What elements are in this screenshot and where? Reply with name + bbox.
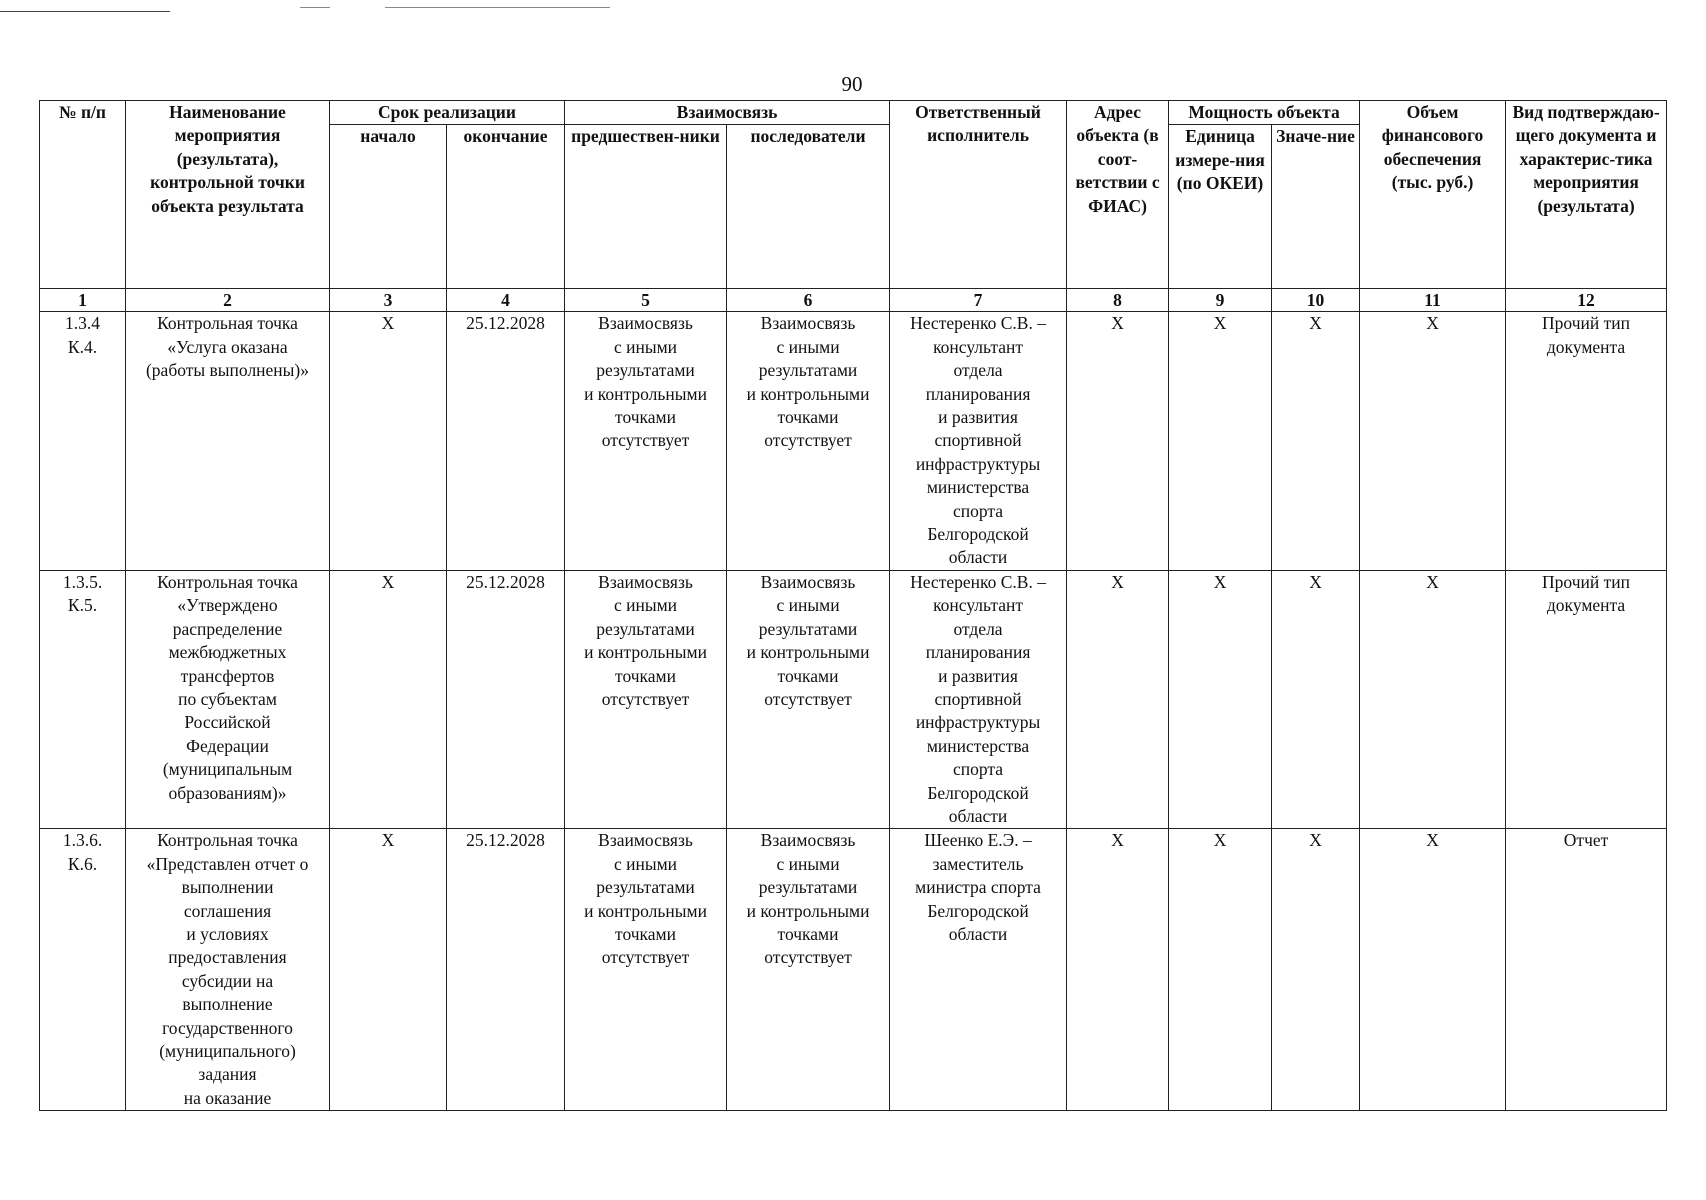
cell-text-line: спортивной [934, 688, 1022, 709]
cell-text-line: Нестеренко С.В. – [910, 571, 1046, 592]
cell-text-line: отсутствует [764, 688, 852, 709]
unit-cell: X [1169, 570, 1272, 828]
document-type-cell [1506, 312, 1667, 570]
cell-text-line: Российской [184, 712, 271, 733]
cell-text-line: результатами [596, 360, 695, 381]
cell-text-line: «Утверждено [177, 595, 278, 616]
header-row-top [40, 101, 1667, 125]
successors-cell [727, 570, 890, 828]
value-cell: X [1272, 829, 1360, 1111]
column-number: 8 [1067, 289, 1169, 312]
header-document: Вид подтверждаю-щего документа и характерис-тика мероприятия (результата) [1506, 101, 1667, 289]
cell-text-line: консультант [933, 336, 1023, 357]
column-number: 5 [565, 289, 727, 312]
column-number: 3 [330, 289, 447, 312]
scan-artifact-line [385, 7, 610, 8]
cell-text-line: К.5. [67, 595, 98, 616]
cell-text-line: с иными [613, 336, 678, 357]
cell-text-line: Взаимосвязь [598, 313, 693, 334]
column-number: 6 [727, 289, 890, 312]
cell-text-line: К.4. [67, 336, 98, 357]
cell-text-line: с иными [776, 336, 840, 357]
cell-text-line: точками [777, 665, 839, 686]
cell-text-line: заместитель [932, 853, 1024, 874]
cell-text-line: Белгородской [927, 900, 1029, 921]
cell-text-line: на оказание [183, 1087, 272, 1108]
header-value: Значе-ние [1272, 125, 1360, 289]
column-number: 7 [890, 289, 1067, 312]
cell-text-line: по субъектам [178, 688, 277, 709]
cell-text-line: и контрольными [584, 900, 707, 921]
cell-text-line: (муниципальным [162, 759, 293, 780]
cell-text-line: с иными [776, 595, 840, 616]
cell-text-line: отсутствует [601, 947, 690, 968]
cell-text-line: спорта [953, 500, 1004, 521]
cell-text-line: результатами [758, 618, 858, 639]
column-number-row [40, 289, 1667, 312]
document-type-cell [1506, 829, 1667, 1111]
table-body [40, 312, 1667, 1111]
cell-text-line: результатами [758, 360, 858, 381]
cell-text-line: Контрольная точка [157, 830, 298, 851]
cell-text-line: и контрольными [746, 900, 870, 921]
cell-text-line: спортивной [934, 430, 1022, 451]
successors-cell [727, 312, 890, 570]
end-date-cell: 25.12.2028 [447, 312, 565, 570]
cell-text-line: (муниципального) [159, 1041, 296, 1061]
cell-text-line: точками [615, 665, 676, 686]
cell-text-line: отсутствует [764, 947, 852, 968]
start-date-cell: X [330, 312, 447, 570]
cell-text-line: области [948, 805, 1008, 826]
cell-text-line: государственного [162, 1017, 293, 1038]
cell-text-line: отсутствует [601, 430, 690, 451]
cell-text-line: Контрольная точка [157, 571, 298, 592]
responsible-cell [890, 570, 1067, 828]
header-predecessors: предшествен-ники [565, 125, 727, 289]
cell-text-line: планирования [925, 642, 1031, 663]
cell-text-line: субсидии на [181, 970, 274, 991]
cell-text-line: Белгородской [927, 782, 1029, 803]
cell-text-line: «Представлен отчет о [146, 853, 309, 874]
cell-text-line: Взаимосвязь [598, 830, 693, 851]
header-name: Наименование мероприятия (результата), контрольной точки объекта результата [126, 101, 330, 289]
cell-text-line: с иными [776, 853, 840, 874]
event-name-cell [126, 570, 330, 828]
start-date-cell: X [330, 570, 447, 828]
end-date-cell: 25.12.2028 [447, 829, 565, 1111]
cell-text-line: соглашения [183, 900, 272, 921]
successors-cell [727, 829, 890, 1111]
cell-text-line: задания [198, 1064, 257, 1085]
finance-cell: X [1360, 570, 1506, 828]
cell-text-line: и контрольными [746, 383, 870, 404]
document-type-cell [1506, 570, 1667, 828]
address-cell: X [1067, 312, 1169, 570]
cell-text-line: Прочий тип [1542, 313, 1631, 334]
cell-text-line: Шеенко Е.Э. – [924, 830, 1032, 851]
page-number: 90 [841, 72, 863, 96]
header-start: начало [330, 125, 447, 289]
unit-cell: X [1169, 312, 1272, 570]
finance-cell: X [1360, 312, 1506, 570]
predecessors-cell [565, 312, 727, 570]
cell-text-line: министра спорта [915, 877, 1041, 898]
table-row [40, 312, 1667, 570]
event-name-cell [126, 312, 330, 570]
row-number-cell [40, 312, 126, 570]
header-finance: Объем финансового обеспечения (тыс. руб.) [1360, 101, 1506, 289]
cell-text-line: 1.3.4 [65, 313, 100, 334]
cell-text-line: с иными [613, 853, 678, 874]
cell-text-line: (работы выполнены)» [145, 360, 310, 381]
cell-text-line: распределение [172, 618, 283, 639]
cell-text-line: межбюджетных [168, 642, 287, 663]
header-responsible: Ответственный исполнитель [890, 101, 1067, 289]
cell-text-line: и условиях [186, 923, 269, 944]
column-number: 10 [1272, 289, 1360, 312]
cell-text-line: отсутствует [764, 430, 852, 451]
cell-text-line: спорта [953, 759, 1004, 780]
cell-text-line: «Услуга оказана [167, 336, 288, 357]
header-num: № п/п [40, 101, 126, 289]
cell-text-line: отдела [953, 360, 1003, 381]
cell-text-line: инфраструктуры [915, 453, 1041, 474]
cell-text-line: 1.3.5. [62, 571, 103, 592]
value-cell: X [1272, 312, 1360, 570]
start-date-cell: X [330, 829, 447, 1111]
column-number: 12 [1506, 289, 1667, 312]
scan-artifact-line [0, 11, 170, 12]
table-row [40, 829, 1667, 1111]
cell-text-line: Взаимосвязь [760, 313, 856, 334]
cell-text-line: документа [1546, 336, 1626, 357]
cell-text-line: консультант [933, 595, 1023, 616]
cell-text-line: точками [615, 923, 676, 944]
cell-text-line: области [948, 923, 1008, 944]
cell-text-line: Белгородской [927, 524, 1029, 545]
predecessors-cell [565, 829, 727, 1111]
cell-text-line: точками [777, 407, 839, 428]
cell-text-line: результатами [596, 618, 695, 639]
cell-text-line: документа [1546, 595, 1626, 616]
column-number: 9 [1169, 289, 1272, 312]
address-cell: X [1067, 829, 1169, 1111]
cell-text-line: Отчет [1563, 830, 1609, 851]
value-cell: X [1272, 570, 1360, 828]
cell-text-line: Взаимосвязь [760, 571, 856, 592]
cell-text-line: инфраструктуры [915, 712, 1041, 733]
row-number-cell [40, 829, 126, 1111]
header-end: окончание [447, 125, 565, 289]
cell-text-line: министерства [926, 735, 1030, 756]
responsible-cell [890, 312, 1067, 570]
end-date-cell: 25.12.2028 [447, 570, 565, 828]
header-successors: последователи [727, 125, 890, 289]
cell-text-line: и контрольными [584, 383, 707, 404]
header-address: Адрес объекта (в соот-ветствии с ФИАС) [1067, 101, 1169, 289]
cell-text-line: отдела [953, 618, 1003, 639]
header-group-vzaimosvyaz: Взаимосвязь [565, 101, 890, 125]
cell-text-line: и контрольными [746, 642, 870, 663]
cell-text-line: отсутствует [601, 688, 690, 709]
cell-text-line: Прочий тип [1542, 571, 1631, 592]
cell-text-line: Контрольная точка [157, 313, 298, 334]
cell-text-line: образованиям)» [168, 782, 287, 803]
column-number: 2 [126, 289, 330, 312]
column-number: 1 [40, 289, 126, 312]
cell-text-line: трансфертов [180, 665, 275, 686]
cell-text-line: предоставления [168, 947, 287, 968]
address-cell: X [1067, 570, 1169, 828]
scan-artifact-line [300, 7, 330, 8]
cell-text-line: Федерации [186, 735, 269, 756]
cell-text-line: с иными [613, 595, 678, 616]
cell-text-line: выполнение [182, 994, 273, 1015]
cell-text-line: и развития [938, 407, 1018, 428]
cell-text-line: 1.3.6. [62, 830, 103, 851]
cell-text-line: точками [777, 923, 839, 944]
cell-text-line: планирования [925, 383, 1031, 404]
finance-cell: X [1360, 829, 1506, 1111]
cell-text-line: Взаимосвязь [760, 830, 856, 851]
predecessors-cell [565, 570, 727, 828]
header-group-moshchnost: Мощность объекта [1169, 101, 1360, 125]
row-number-cell [40, 570, 126, 828]
cell-text-line: и контрольными [584, 642, 707, 663]
cell-text-line: результатами [758, 877, 858, 898]
cell-text-line: Нестеренко С.В. – [910, 313, 1046, 334]
cell-text-line: результатами [596, 877, 695, 898]
header-group-srok: Срок реализации [330, 101, 565, 125]
column-number: 4 [447, 289, 565, 312]
cell-text-line: министерства [926, 477, 1030, 498]
header-unit: Единица измере-ния (по ОКЕИ) [1169, 125, 1272, 289]
cell-text-line: и развития [938, 665, 1018, 686]
cell-text-line: области [948, 547, 1008, 568]
plan-table [39, 100, 1667, 1111]
cell-text-line: точками [615, 407, 676, 428]
event-name-cell [126, 829, 330, 1111]
responsible-cell [890, 829, 1067, 1111]
column-number: 11 [1360, 289, 1506, 312]
cell-text-line: К.6. [67, 853, 98, 874]
unit-cell: X [1169, 829, 1272, 1111]
cell-text-line: Взаимосвязь [598, 571, 693, 592]
table-row [40, 570, 1667, 828]
cell-text-line: выполнении [181, 877, 274, 898]
